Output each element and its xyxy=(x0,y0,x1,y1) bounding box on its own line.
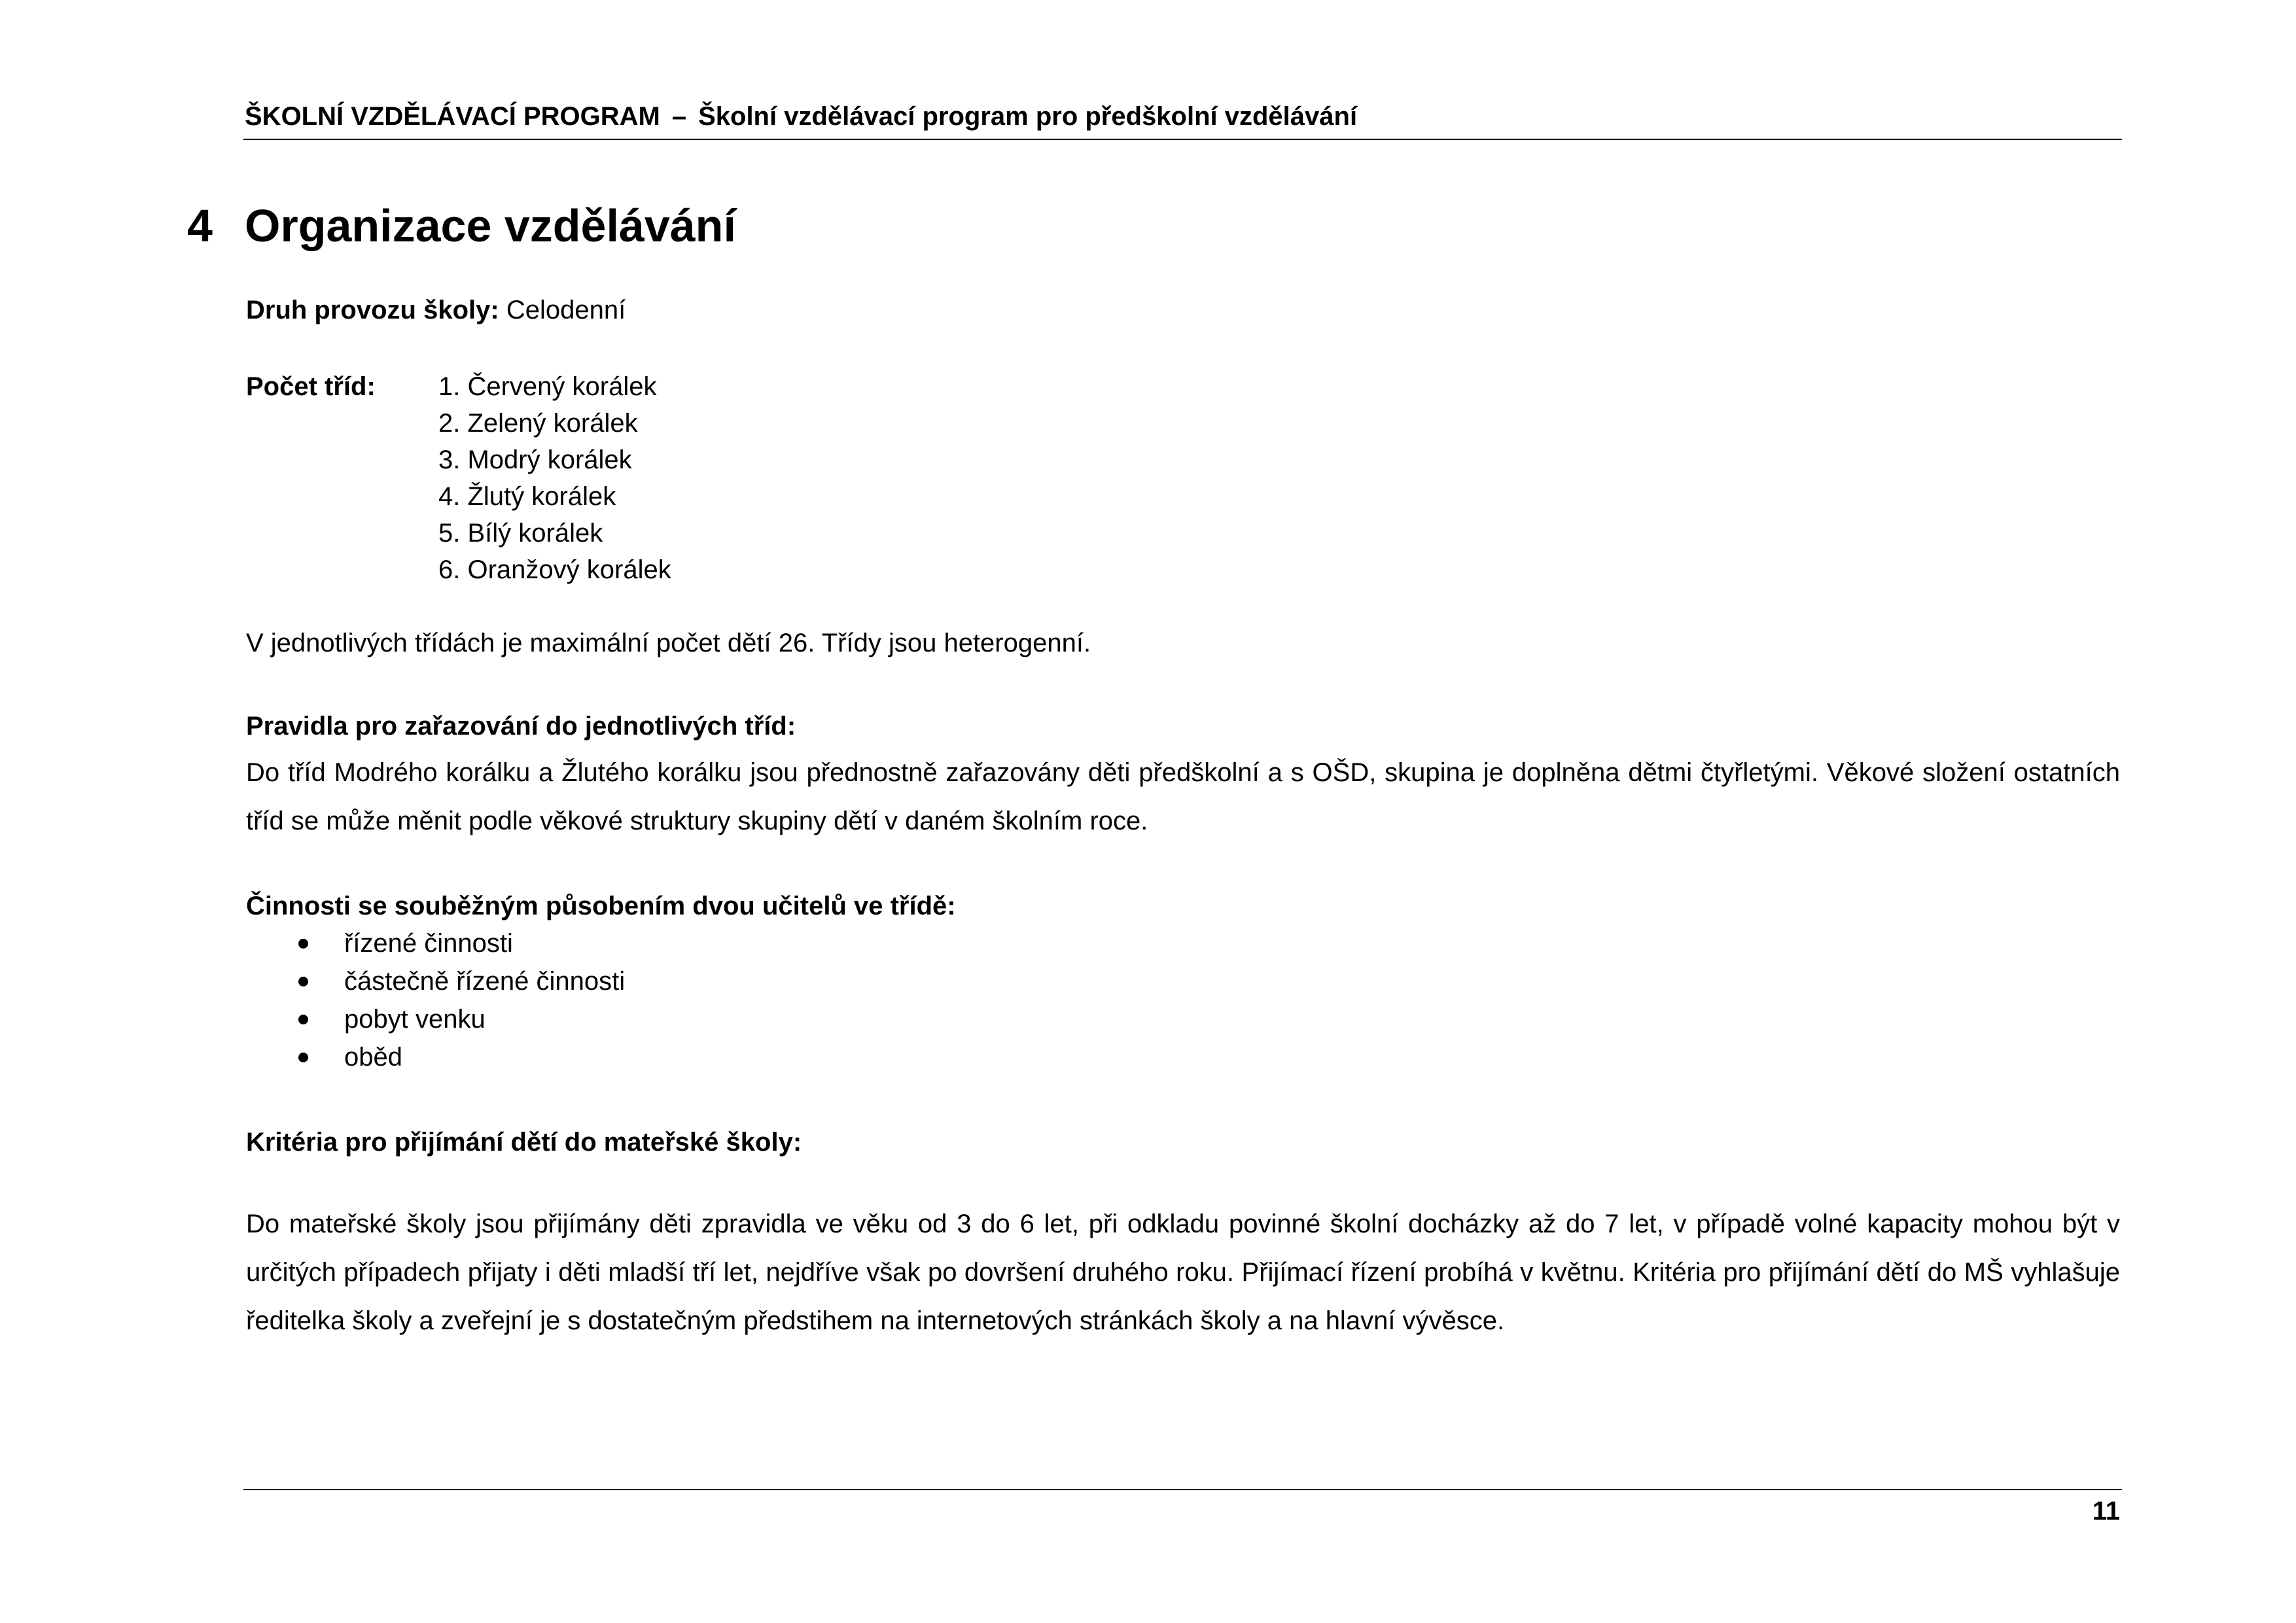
header-rule xyxy=(243,139,2122,140)
bullet-icon xyxy=(298,977,308,986)
chapter-title: Organizace vzdělávání xyxy=(245,200,736,251)
class-item: 2. Zelený korálek xyxy=(438,409,638,438)
classes-list xyxy=(438,368,671,588)
activity-label: pobyt venku xyxy=(344,1005,486,1034)
header-separator: – xyxy=(671,102,687,131)
bullet-icon xyxy=(298,1015,308,1024)
operation-type xyxy=(246,292,2120,328)
class-item: 1. Červený korálek xyxy=(438,372,657,401)
activity-label: oběd xyxy=(344,1043,402,1072)
running-header xyxy=(245,99,2120,133)
header-program-subtitle: Školní vzdělávací program pro předškolní vzdělávání xyxy=(698,102,1358,131)
chapter-number: 4 xyxy=(187,200,213,251)
activities-heading: Činnosti se souběžným působením dvou učitelů ve třídě: xyxy=(246,892,956,920)
activities-list xyxy=(246,924,625,1076)
classes-label: Počet tříd: xyxy=(246,372,376,401)
class-item: 5. Bílý korálek xyxy=(438,519,603,548)
header-program-title: ŠKOLNÍ VZDĚLÁVACÍ PROGRAM xyxy=(245,102,660,131)
activity-item xyxy=(246,962,625,1000)
activity-item xyxy=(246,1000,625,1038)
capacity-paragraph: V jednotlivých třídách je maximální počet dětí 26. Třídy jsou heterogenní. xyxy=(246,629,1091,657)
operation-label: Druh provozu školy: xyxy=(246,296,499,324)
rules-paragraph: Do tříd Modrého korálku a Žlutého korálku jsou přednostně zařazovány děti předškolní a s OŠD, skupina je doplněna dětmi čtyřletými. Věkové složení ostatních tříd se může měnit podle věkové struktury skupiny dětí v daném školním roce. xyxy=(246,758,2120,835)
activity-item xyxy=(246,1038,625,1076)
activity-item xyxy=(246,924,625,962)
class-item: 3. Modrý korálek xyxy=(438,445,632,474)
admission-paragraph: Do mateřské školy jsou přijímány děti zpravidla ve věku od 3 do 6 let, při odkladu povinné školní docházky až do 7 let, v případě volné kapacity mohou být v určitých případech přijaty i děti mladší tří let, nejdříve však po dovršení druhého roku. Přijímací řízení probíhá v květnu. Kritéria pro přijímání dětí do MŠ vyhlašuje ředitelka školy a zveřejní je s dostatečným předstihem na internetových stránkách školy a na hlavní vývěsce. xyxy=(246,1210,2120,1335)
activity-label: řízené činnosti xyxy=(344,929,513,958)
admission-heading: Kritéria pro přijímání dětí do mateřské školy: xyxy=(246,1128,802,1157)
operation-value: Celodenní xyxy=(499,296,626,324)
rules-heading: Pravidla pro zařazování do jednotlivých tříd: xyxy=(246,712,796,741)
chapter-heading xyxy=(187,196,736,255)
activity-label: částečně řízené činnosti xyxy=(344,967,626,996)
page-number: 11 xyxy=(2092,1497,2120,1526)
bullet-icon xyxy=(298,1053,308,1062)
bullet-icon xyxy=(298,939,308,949)
footer-rule xyxy=(243,1489,2122,1490)
class-item: 6. Oranžový korálek xyxy=(438,555,671,584)
class-item: 4. Žlutý korálek xyxy=(438,482,616,511)
